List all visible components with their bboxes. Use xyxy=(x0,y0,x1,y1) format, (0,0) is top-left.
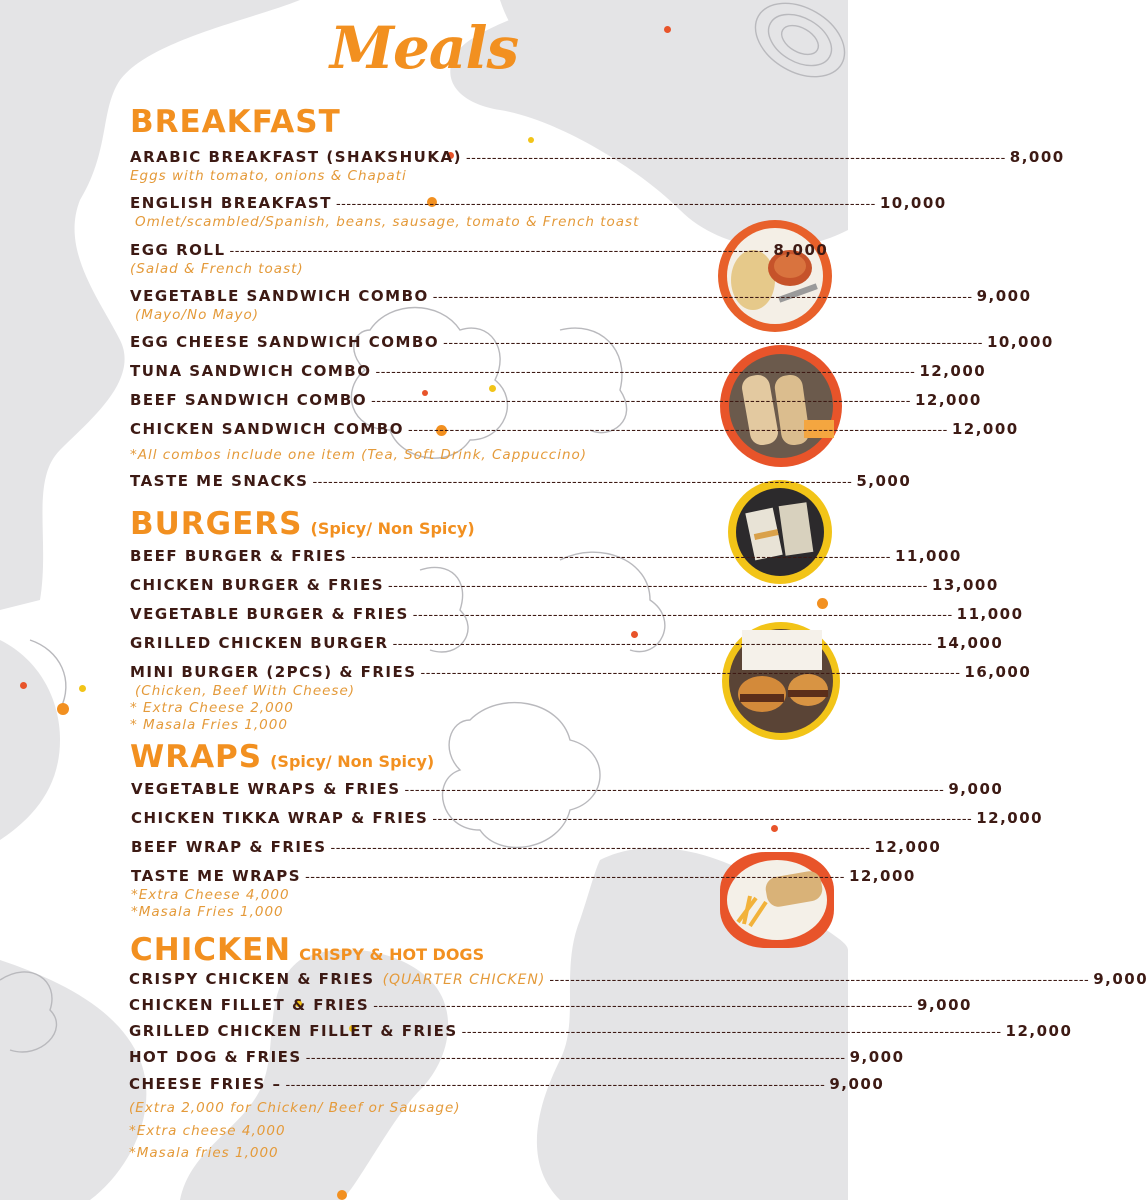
page-title: Meals xyxy=(329,14,519,82)
menu-item-note: (QUARTER CHICKEN) xyxy=(382,972,546,988)
menu-item-price: 12,000 xyxy=(874,838,942,856)
menu-note: *Masala Fries 1,000 xyxy=(131,904,284,920)
menu-note: (Chicken, Beef With Cheese) xyxy=(135,683,356,699)
menu-item-price: 8,000 xyxy=(773,241,829,259)
menu-item xyxy=(130,663,1032,681)
menu-item-dots: -------------------------------------------------------------------------------------------------------- xyxy=(335,197,876,212)
section-title-burgers xyxy=(130,506,475,542)
menu-item-name: CHICKEN SANDWICH COMBO xyxy=(130,420,404,438)
menu-note: * Masala Fries 1,000 xyxy=(130,717,288,733)
sandwich-photo xyxy=(728,480,832,584)
menu-item-name: CHEESE FRIES – xyxy=(129,1075,282,1093)
menu-item-name: VEGETABLE WRAPS & FRIES xyxy=(131,780,401,798)
menu-item xyxy=(131,838,942,856)
menu-item-name: BEEF BURGER & FRIES xyxy=(130,547,348,565)
menu-item-dots: -------------------------------------------------------------------------------------------------------- xyxy=(465,151,1006,166)
menu-item-dots: -------------------------------------------------------------------------------------------------------- xyxy=(432,290,973,305)
menu-item xyxy=(130,391,982,409)
menu-item-name: CRISPY CHICKEN & FRIES xyxy=(129,970,375,988)
menu-item-name: EGG CHEESE SANDWICH COMBO xyxy=(130,333,440,351)
menu-item-name: MINI BURGER (2PCS) & FRIES xyxy=(130,663,417,681)
menu-item-name: EGG ROLL xyxy=(130,241,226,259)
menu-note: *Masala fries 1,000 xyxy=(129,1145,279,1161)
menu-item-description: *All combos include one item (Tea, Soft Drink, Cappuccino) xyxy=(130,447,588,463)
menu-item-dots: -------------------------------------------------------------------------------------------------------- xyxy=(373,999,914,1014)
menu-item-price: 12,000 xyxy=(914,391,982,409)
menu-item xyxy=(129,996,972,1014)
menu-item xyxy=(130,362,987,380)
menu-item xyxy=(130,194,947,212)
menu-item-price: 9,000 xyxy=(849,1048,905,1066)
menu-item-dots: -------------------------------------------------------------------------------------------------------- xyxy=(305,870,845,885)
wraps-subtitle: (Spicy/ Non Spicy) xyxy=(270,752,435,771)
menu-item-dots: -------------------------------------------------------------------------------------------------------- xyxy=(312,475,853,490)
menu-item-price: 12,000 xyxy=(951,420,1019,438)
menu-item-price: 8,000 xyxy=(1009,148,1065,166)
chicken-subtitle: CRISPY & HOT DOGS xyxy=(299,945,485,964)
decor-dot xyxy=(337,1190,347,1200)
menu-item-dots: -------------------------------------------------------------------------------------------------------- xyxy=(392,637,933,652)
menu-item-price: 16,000 xyxy=(964,663,1032,681)
menu-item-description: Eggs with tomato, onions & Chapati xyxy=(130,168,407,184)
menu-item xyxy=(129,1022,1073,1040)
section-title-breakfast xyxy=(130,104,341,140)
menu-item-price: 9,000 xyxy=(829,1075,885,1093)
chicken-title: CHICKEN xyxy=(130,932,292,968)
menu-item-price: 11,000 xyxy=(956,605,1024,623)
menu-item-description: (Mayo/No Mayo) xyxy=(135,307,260,323)
menu-item-name: CHICKEN BURGER & FRIES xyxy=(130,576,385,594)
menu-item-dots: -------------------------------------------------------------------------------------------------------- xyxy=(330,841,871,856)
decor-dot xyxy=(528,137,534,143)
menu-item-dots: -------------------------------------------------------------------------------------------------------- xyxy=(408,423,948,438)
menu-item-name: VEGETABLE SANDWICH COMBO xyxy=(130,287,429,305)
breakfast-title: BREAKFAST xyxy=(130,104,341,140)
menu-item-dots: -------------------------------------------------------------------------------------------------------- xyxy=(388,579,928,594)
section-title-wraps xyxy=(130,739,434,775)
breakfast-photo xyxy=(718,220,832,332)
menu-item-price: 9,000 xyxy=(1093,970,1148,988)
menu-item-dots: -------------------------------------------------------------------------------------------------------- xyxy=(432,812,973,827)
menu-note: *Extra Cheese 4,000 xyxy=(131,887,290,903)
menu-item-dots: -------------------------------------------------------------------------------------------------------- xyxy=(229,244,770,259)
wrap-fries-photo xyxy=(720,852,834,948)
menu-item-dots: -------------------------------------------------------------------------------------------------------- xyxy=(461,1025,1002,1040)
menu-item-dots: -------------------------------------------------------------------------------------------------------- xyxy=(371,394,911,409)
menu-note: *Extra cheese 4,000 xyxy=(129,1123,286,1139)
menu-item-dots: -------------------------------------------------------------------------------------------------------- xyxy=(420,666,961,681)
decor-dot xyxy=(20,682,27,689)
section-title-chicken xyxy=(130,932,484,968)
menu-item xyxy=(129,1048,905,1066)
menu-item xyxy=(130,605,1024,623)
menu-item xyxy=(130,241,829,259)
menu-item-price: 5,000 xyxy=(856,472,912,490)
menu-item-price: 10,000 xyxy=(986,333,1054,351)
menu-item-dots: -------------------------------------------------------------------------------------------------------- xyxy=(375,365,916,380)
decor-dot xyxy=(57,703,69,715)
menu-item-dots: -------------------------------------------------------------------------------------------------------- xyxy=(404,783,945,798)
menu-item-dots: -------------------------------------------------------------------------------------------------------- xyxy=(351,550,891,565)
menu-item xyxy=(130,634,1004,652)
menu-item-name: TASTE ME SNACKS xyxy=(130,472,309,490)
menu-item-name: GRILLED CHICKEN FILLET & FRIES xyxy=(129,1022,458,1040)
menu-item-price: 12,000 xyxy=(976,809,1044,827)
menu-item-price: 12,000 xyxy=(919,362,987,380)
decor-dot xyxy=(79,685,86,692)
menu-item-price: 13,000 xyxy=(931,576,999,594)
menu-item-name: GRILLED CHICKEN BURGER xyxy=(130,634,389,652)
menu-item-name: VEGETABLE BURGER & FRIES xyxy=(130,605,409,623)
menu-item-name: CHICKEN FILLET & FRIES xyxy=(129,996,370,1014)
menu-item xyxy=(130,576,999,594)
menu-item xyxy=(131,809,1044,827)
menu-item-name: CHICKEN TIKKA WRAP & FRIES xyxy=(131,809,429,827)
menu-item xyxy=(130,472,912,490)
menu-item xyxy=(131,780,1004,798)
menu-item-name: BEEF WRAP & FRIES xyxy=(131,838,327,856)
menu-item-description: (Salad & French toast) xyxy=(130,261,304,277)
menu-item-name: BEEF SANDWICH COMBO xyxy=(130,391,368,409)
menu-item-name: TASTE ME WRAPS xyxy=(131,867,302,885)
menu-item-name: TUNA SANDWICH COMBO xyxy=(130,362,372,380)
menu-item-description: Omlet/scambled/Spanish, beans, sausage, tomato & French toast xyxy=(135,214,640,230)
menu-item-price: 12,000 xyxy=(1005,1022,1073,1040)
menu-item xyxy=(130,333,1054,351)
menu-item-name: ENGLISH BREAKFAST xyxy=(130,194,332,212)
menu-item-name: ARABIC BREAKFAST (SHAKSHUKA) xyxy=(130,148,462,166)
menu-item-price: 9,000 xyxy=(976,287,1032,305)
menu-item-dots: -------------------------------------------------------------------------------------------------------- xyxy=(412,608,953,623)
menu-item xyxy=(131,867,916,885)
menu-item xyxy=(130,547,962,565)
menu-item-price: 9,000 xyxy=(948,780,1004,798)
menu-item xyxy=(129,970,1148,988)
menu-item-dots: -------------------------------------------------------------------------------------------------------- xyxy=(305,1051,846,1066)
menu-note: (Extra 2,000 for Chicken/ Beef or Sausage) xyxy=(129,1100,461,1116)
burgers-subtitle: (Spicy/ Non Spicy) xyxy=(310,519,475,538)
menu-item-price: 9,000 xyxy=(917,996,972,1014)
menu-item-price: 10,000 xyxy=(879,194,947,212)
menu-item-dots: -------------------------------------------------------------------------------------------------------- xyxy=(443,336,983,351)
menu-item-price: 14,000 xyxy=(936,634,1004,652)
menu-item-price: 11,000 xyxy=(894,547,962,565)
menu-item-dots: -------------------------------------------------------------------------------------------------------- xyxy=(285,1078,826,1093)
menu-item-dots: -------------------------------------------------------------------------------------------------------- xyxy=(549,973,1090,988)
menu-item xyxy=(130,420,1019,438)
menu-item xyxy=(129,1075,885,1093)
wraps-title: WRAPS xyxy=(130,739,263,775)
burgers-title: BURGERS xyxy=(130,506,303,542)
menu-item-price: 12,000 xyxy=(848,867,916,885)
menu-item-name: HOT DOG & FRIES xyxy=(129,1048,302,1066)
menu-note: * Extra Cheese 2,000 xyxy=(130,700,294,716)
menu-item xyxy=(130,287,1032,305)
menu-item xyxy=(130,148,1065,166)
